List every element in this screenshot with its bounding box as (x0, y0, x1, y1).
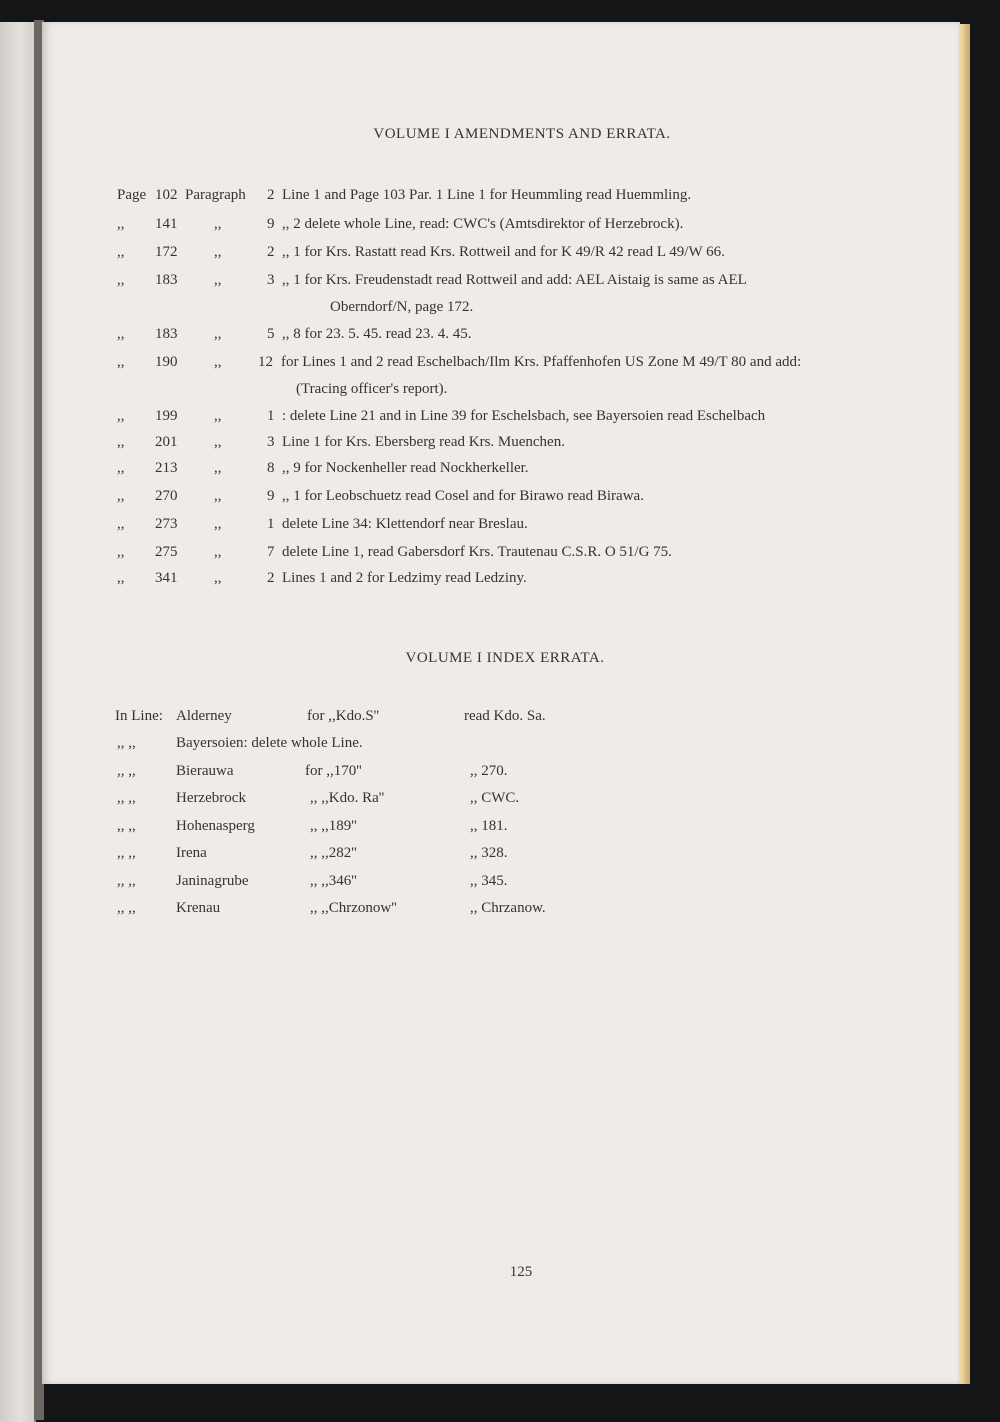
amendment-text: for Lines 1 and 2 read Eschelbach/Ilm Krs. Pfaffenhofen US Zone M 49/T 80 and add: (281, 354, 802, 370)
page-label: ,, (117, 570, 125, 586)
index-entry-name: Krenau (176, 900, 221, 916)
paragraph-label: ,, (214, 434, 222, 450)
page-number-ref: 273 (155, 516, 178, 532)
index-prefix: ,, ,, (117, 790, 136, 806)
page-label: ,, (117, 544, 125, 560)
amendment-text: ,, 9 for Nockenheller read Nockherkeller. (282, 460, 529, 476)
paragraph-number: 8 (267, 460, 275, 476)
page-number-ref: 201 (155, 434, 178, 450)
paragraph-number: 2 (267, 187, 275, 203)
page-number-ref: 102 (155, 187, 178, 203)
index-entry-name: Bierauwa (176, 763, 234, 779)
page-number-ref: 275 (155, 544, 178, 560)
page-label: ,, (117, 216, 125, 232)
paragraph-number: 7 (267, 544, 275, 560)
index-prefix: ,, ,, (117, 873, 136, 889)
page-number: 125 (509, 1264, 533, 1280)
paragraph-number: 5 (267, 326, 275, 342)
paragraph-number: 3 (267, 434, 275, 450)
index-for-value: ,, ,,189'' (310, 818, 357, 834)
page-number-ref: 183 (155, 272, 178, 288)
amendment-text: delete Line 34: Klettendorf near Breslau. (282, 516, 528, 532)
paragraph-number: 12 (258, 354, 273, 370)
amendment-text: ,, 8 for 23. 5. 45. read 23. 4. 45. (282, 326, 472, 342)
index-entry-name: Herzebrock (176, 790, 246, 806)
paragraph-number: 3 (267, 272, 275, 288)
index-read-value: read Kdo. Sa. (464, 708, 546, 724)
page-number-ref: 213 (155, 460, 178, 476)
page-label: ,, (117, 408, 125, 424)
paragraph-label: ,, (214, 216, 222, 232)
paragraph-label: ,, (214, 272, 222, 288)
page-number-ref: 190 (155, 354, 178, 370)
page-label: ,, (117, 326, 125, 342)
page-number-ref: 183 (155, 326, 178, 342)
adjacent-page-edge (0, 22, 36, 1422)
index-prefix: ,, ,, (117, 735, 136, 751)
paragraph-label: ,, (214, 544, 222, 560)
paragraph-label: ,, (214, 244, 222, 260)
index-prefix: ,, ,, (117, 845, 136, 861)
page-number-ref: 172 (155, 244, 178, 260)
index-for-value: for ,,170'' (305, 763, 362, 779)
index-for-value: for ,,Kdo.S'' (307, 708, 380, 724)
paragraph-label: ,, (214, 460, 222, 476)
amendment-text: ,, 2 delete whole Line, read: CWC's (Amtsdirektor of Herzebrock). (282, 216, 684, 232)
paragraph-number: 9 (267, 216, 275, 232)
paragraph-label: ,, (214, 570, 222, 586)
paragraph-label: ,, (214, 488, 222, 504)
paragraph-number: 2 (267, 570, 275, 586)
index-entry-name: Janinagrube (176, 873, 249, 889)
index-errata-title: VOLUME I INDEX ERRATA. (405, 650, 605, 666)
index-prefix: In Line: (115, 708, 163, 724)
page-label: ,, (117, 460, 125, 476)
amendment-text: : delete Line 21 and in Line 39 for Eschelsbach, see Bayersoien read Eschelbach (282, 408, 766, 424)
amendment-text: Line 1 for Krs. Ebersberg read Krs. Muenchen. (282, 434, 565, 450)
page-label: ,, (117, 488, 125, 504)
page-number-ref: 341 (155, 570, 178, 586)
index-read-value: ,, 328. (470, 845, 508, 861)
index-entry-name: Hohenasperg (176, 818, 255, 834)
paragraph-label: ,, (214, 354, 222, 370)
page-label: ,, (117, 244, 125, 260)
amendment-text: Line 1 and Page 103 Par. 1 Line 1 for Heummling read Huemmling. (282, 187, 692, 203)
page-label: ,, (117, 272, 125, 288)
amendment-text: Lines 1 and 2 for Ledzimy read Ledziny. (282, 570, 527, 586)
amendment-continuation: (Tracing officer's report). (296, 381, 448, 397)
paragraph-number: 2 (267, 244, 275, 260)
index-for-value: ,, ,,Chrzonow'' (310, 900, 397, 916)
index-prefix: ,, ,, (117, 818, 136, 834)
index-prefix: ,, ,, (117, 900, 136, 916)
index-read-value: ,, 345. (470, 873, 508, 889)
paragraph-number: 9 (267, 488, 275, 504)
index-read-value: ,, 270. (470, 763, 508, 779)
amendment-text: ,, 1 for Leobschuetz read Cosel and for Birawo read Birawa. (282, 488, 644, 504)
page-label: ,, (117, 516, 125, 532)
paragraph-label: ,, (214, 516, 222, 532)
amendment-continuation: Oberndorf/N, page 172. (330, 299, 474, 315)
page-label: ,, (117, 354, 125, 370)
page-label: Page (117, 187, 147, 203)
index-read-value: ,, Chrzanow. (470, 900, 546, 916)
index-for-value: ,, ,,282'' (310, 845, 357, 861)
document-page (42, 22, 960, 1384)
page-number-ref: 141 (155, 216, 178, 232)
index-for-value: ,, ,,Kdo. Ra'' (310, 790, 385, 806)
paragraph-label: Paragraph (185, 187, 246, 203)
paragraph-number: 1 (267, 516, 275, 532)
page-label: ,, (117, 434, 125, 450)
amendment-text: ,, 1 for Krs. Rastatt read Krs. Rottweil and for K 49/R 42 read L 49/W 66. (282, 244, 725, 260)
amendment-text: delete Line 1, read Gabersdorf Krs. Trautenau C.S.R. O 51/G 75. (282, 544, 672, 560)
page-number-ref: 199 (155, 408, 178, 424)
amendment-text: ,, 1 for Krs. Freudenstadt read Rottweil and add: AEL Aistaig is same as AEL (282, 272, 747, 288)
index-prefix: ,, ,, (117, 763, 136, 779)
index-for-value: ,, ,,346'' (310, 873, 357, 889)
paragraph-label: ,, (214, 408, 222, 424)
index-entry-name: Alderney (176, 708, 232, 724)
page-number-ref: 270 (155, 488, 178, 504)
index-read-value: ,, CWC. (470, 790, 520, 806)
index-entry-name: Bayersoien: delete whole Line. (176, 735, 363, 751)
paragraph-label: ,, (214, 326, 222, 342)
index-entry-name: Irena (176, 845, 207, 861)
paragraph-number: 1 (267, 408, 275, 424)
index-read-value: ,, 181. (470, 818, 508, 834)
amendments-title: VOLUME I AMENDMENTS AND ERRATA. (373, 126, 671, 142)
